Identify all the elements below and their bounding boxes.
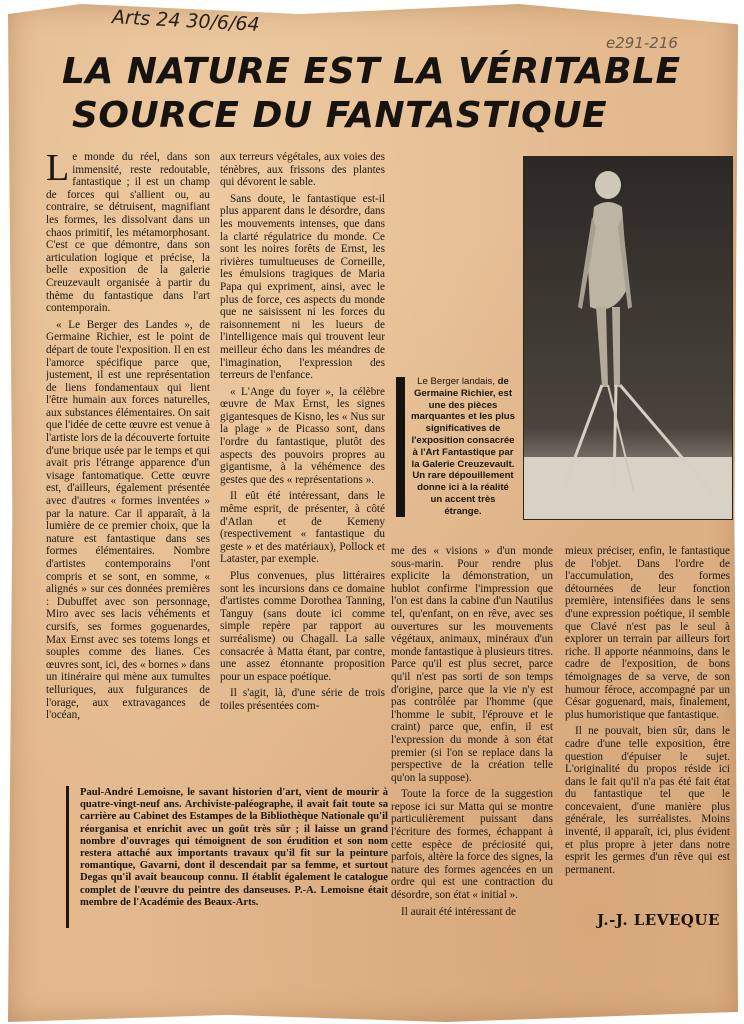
sculpture-photo: [523, 156, 733, 520]
photo-caption: [411, 376, 515, 518]
catalog-number: e291-216: [606, 34, 678, 52]
caption-lead: Le Berger landais,: [417, 376, 495, 387]
paragraph: Il aurait été intéressant de: [401, 905, 516, 918]
berger-landais-sculpture-icon: [524, 157, 732, 519]
paragraph: Il ne pouvait, bien sûr, dans le cadre d'une telle exposition, être question d'épuiser le sujet. L'originalité du propos réside ici dans le fait qu'il n'a pas été fait état du fantastique tel que le concevaient, d'une manière plus générale, les surréalistes. Moins inventé, il apparaît, ici, plus évident et plus propre à jeter dans notre esprit les germes d'un rêve qui est permanent.: [565, 725, 730, 876]
obituary-bar: [66, 786, 69, 928]
caption-body: de Germaine Richier, est une des pièces marquantes et les plus significatives de l'exposition consacrée à l'Art Fantastique par la Galerie Creuzevault. Un rare dépouillement donne ici à la réalité un accent très étrange.: [411, 376, 515, 517]
author-signature: J.-J. LEVEQUE: [597, 911, 720, 929]
headline-line-2: SOURCE DU FANTASTIQUE: [72, 95, 608, 136]
paragraph: Plus convenues, plus littéraires sont les incursions dans ce domaine d'artistes comme Dorothea Tanning, Tanguy (sans doute ici comme simple repère par rapport au surréalisme) ou Chagall. La salle consacrée à Matta étant, par contre, une assez étonnante proposition pour un espace poétique.: [220, 570, 385, 683]
paragraph: « L'Ange du foyer », la célèbre œuvre de Max Ernst, les signes gigantesques de Kisno, les « Nus sur la plage » de Picasso sont, dans l'ordre du fantastique, plutôt des aspects des pouvoirs propres au gigantisme, à la véhémence des gestes que des « représentations ».: [220, 385, 385, 486]
paragraph: Il s'agit, là, d'une série de trois toiles présentées com-: [220, 687, 385, 712]
paragraph: Il eût été intéressant, dans le même esprit, de présenter, à côté d'Atlan et de Kemeny (respectivement « fantastique du geste » et des matériaux), Pollock et Lataster, par exemple.: [220, 490, 385, 566]
paragraph: Toute la force de la suggestion repose ici sur Matta qui se montre particulièrement puissant dans l'écriture des formes, échappant à cette espèce de préciosité qui, parfois, altère la force des signes, la nature des formes agencées en un ordre qui est une contraction du désordre, son état « initial ».: [391, 788, 553, 902]
headline-line-1: LA NATURE EST LA VÉRITABLE: [62, 51, 681, 92]
paragraph: « Le Berger des Landes », de Germaine Richier, est le point de départ de toute l'exposition. Il en est l'amorce spécifique parce que, justement, il est une représentation de liens fondamentaux qui lient l'être humain aux forces naturelles, aux substances élémentaires. On sait que l'idée de cette œuvre est venue à l'artiste lors de la découverte fortuite d'une brique usée par le temps et qui avait pris l'étrange apparence d'un visage fantomatique. Cette œuvre est, d'ailleurs, également présentée avec d'autres « formes inventées » par la nature. Car il apparaît, à la lumière de ce premier choix, que la nature est fantastique dans ses formes élémentaires. Nombre d'artistes contemporains l'ont compris et se sont, en somme, « alignés » sur ces données premières : Dubuffet avec son personnage, Miro avec ses lacis véhéments et cursifs, ses formes goguenardes, Max Ernst avec ses totems longs et souples comme des lianes. Ces œuvres sont, ici, des « bornes » dans un itinéraire qui mène aux tumultes telluriques, aux fulgurances de l'orage, aux extravagances de l'océan,: [46, 318, 210, 722]
paragraph: mieux préciser, enfin, le fantastique de l'objet. Dans l'ordre de l'accumulation, des formes détournées de leur fonction première, intensifiées dans le sens d'une expression poétique, il semble que Clavé n'est pas le seul à explorer un terrain par ailleurs fort riche. Il apporte néanmoins, dans le cadre de l'exposition, de bons témoignages de sa verve, de son humour féroce, accompagné par un César goguenard, mais, finalement, plus humoristique que fantastique.: [565, 545, 730, 721]
paragraph: Le monde du réel, dans son immensité, reste redoutable, fantastique ; il est un champ de forces qui s'allient ou, au contraire, se détruisent, magnifiant les formes, les dissolvant dans un chaos primitif, les métamorphosant. C'est ce que démontre, dans son articulation logique et précise, la belle exposition de la galerie Creuzevault organisée à partir du thème du fantastique dans l'art contemporain.: [46, 151, 210, 315]
caption-bar: [396, 377, 405, 517]
paragraph: me des « visions » d'un monde sous-marin. Pour rendre plus explicite la démonstration, un hublot confirme l'impression que l'on est dans la cabine d'un Nautilus tel, qu'enfant, on en rêve, avec ses ouvertures sur les mouvements végétaux, animaux, minéraux d'un monde fantastique à plusieurs titres. Parce qu'il est plus secret, parce qu'il n'est pas sorti de son temps d'origine, parce que la vie n'y est pas contrôlée par l'homme (que l'homme le subit, l'éprouve et le craint) parce que, enfin, il est l'expression du monde à son état premier (si l'on se replace dans la perspective de la création telle qu'on la suppose).: [391, 545, 553, 784]
paragraph: aux terreurs végétales, aux voies des ténèbres, aux frissons des plantes qui dévorent le sable.: [220, 151, 385, 189]
article-column-2: [220, 151, 385, 759]
article-headline: [62, 50, 722, 138]
obituary-notice: Paul-André Lemoisne, le savant historien d'art, vient de mourir à quatre-vingt-neuf ans. Archiviste-paléographe, il avait fait toute sa carrière au Cabinet des Estampes de la Bibliothèque Nationale qu'il réorganisa et enrichit avec un goût très sûr ; il laisse un grand nombre d'ouvrages qui témoignent de son érudition et son nom restera attaché aux importants travaux qu'il fit sur la peinture romantique, Gavarni, dont il descendait par sa femme, et surtout Degas qu'il avait beaucoup connu. Il établit également le catalogue complet de l'œuvre du peintre des danseuses. P.-A. Lemoisne était membre de l'Académie des Beaux-Arts.: [80, 787, 388, 908]
drop-cap: L: [46, 151, 70, 189]
article-column-1: [46, 151, 210, 777]
handwritten-annotation: Arts 24 30/6/64: [111, 6, 261, 36]
article-column-3: [391, 545, 553, 930]
article-column-4: [565, 545, 730, 905]
paragraph: Sans doute, le fantastique est-il plus apparent dans le désordre, dans les mouvements intenses, que dans la clarté régulatrice du monde. Ce sont les noires forêts de Ernst, les rivières tumultueuses de Corneille, les émulsions tragiques de Maria Papa qui expriment, ainsi, avec le plus de force, ces aspects du monde que ne saisissent ni les forces du raisonnement ni les lueurs de l'intelligence mais qui trouvent leur meilleur écho dans les méandres de l'imagination, l'expression des terreurs de l'enfance.: [220, 192, 385, 382]
